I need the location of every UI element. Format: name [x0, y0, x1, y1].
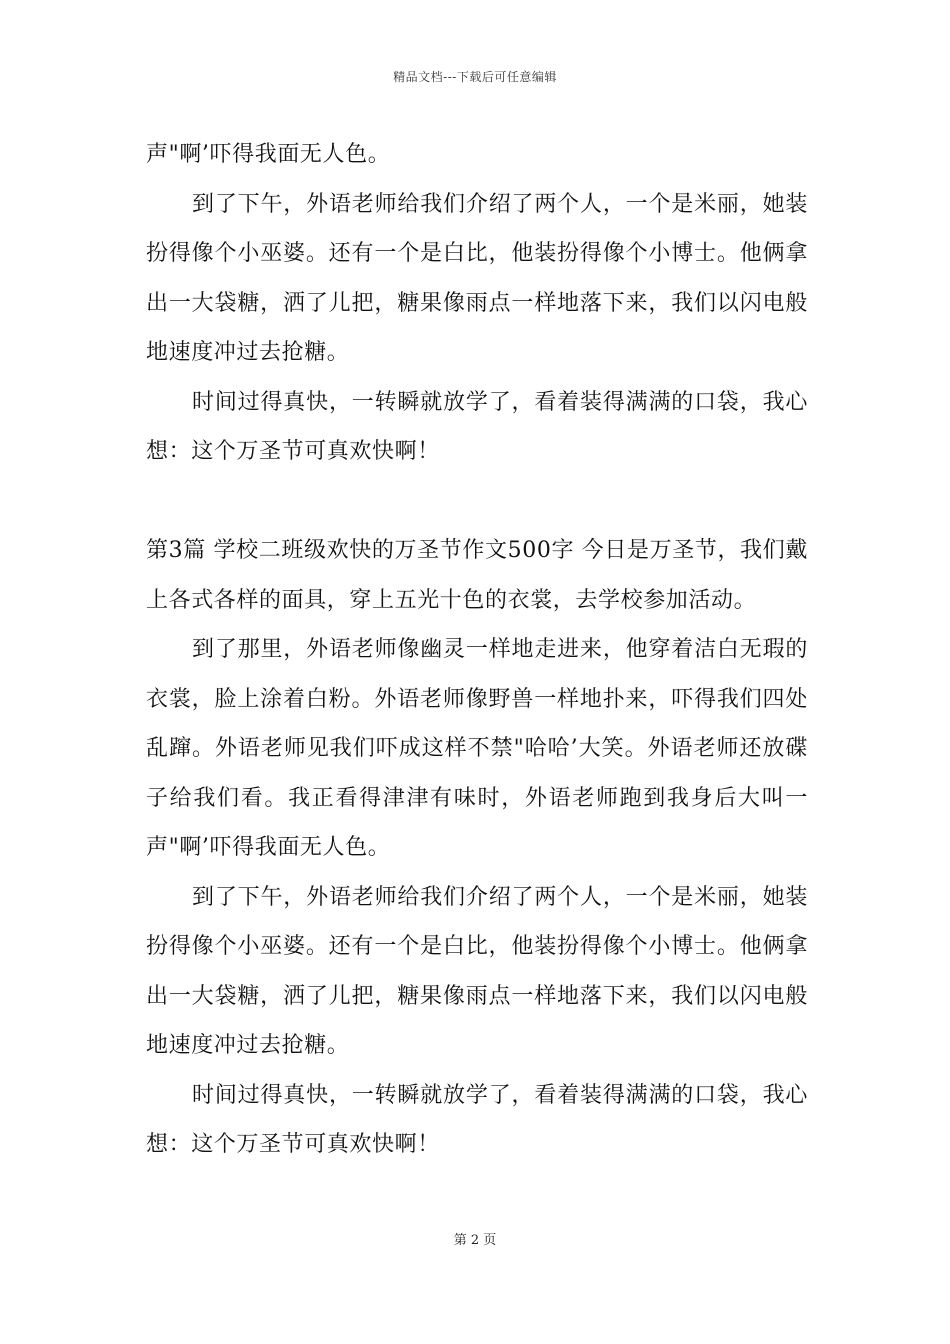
paragraph-ending: 时间过得真快，一转瞬就放学了，看着装得满满的口袋，我心想：这个万圣节可真欢快啊！ [146, 389, 808, 464]
paragraph-teacher: 到了那里，外语老师像幽灵一样地走进来，他穿着洁白无瑕的衣裳，脸上涂着白粉。外语老师像野兽一样地扑来，吓得我们四处乱蹿。外语老师见我们吓成这样不禁"哈哈’大笑。外语老师还放碟子给我们看。我正看得津津有味时，外语老师跑到我身后大叫一声"啊’吓得我面无人色。 [146, 637, 808, 860]
document-body [146, 130, 808, 1170]
paragraph-continuation: 声"啊’吓得我面无人色。 [146, 142, 391, 167]
essay-heading-paragraph: 第3篇 学校二班级欢快的万圣节作文500字 今日是万圣节，我们戴上各式各样的面具，穿上五光十色的衣裳，去学校参加活动。 [146, 538, 808, 613]
paragraph-ending-repeat: 时间过得真快，一转瞬就放学了，看着装得满满的口袋，我心想：这个万圣节可真欢快啊！ [146, 1082, 808, 1157]
paragraph-afternoon: 到了下午，外语老师给我们介绍了两个人，一个是米丽，她装扮得像个小巫婆。还有一个是白比，他装扮得像个小博士。他俩拿出一大袋糖，洒了儿把，糖果像雨点一样地落下来，我们以闪电般地速度冲过去抢糖。 [146, 191, 808, 365]
page-number: 第 2 页 [453, 1233, 497, 1248]
paragraph-afternoon-repeat: 到了下午，外语老师给我们介绍了两个人，一个是米丽，她装扮得像个小巫婆。还有一个是白比，他装扮得像个小博士。他俩拿出一大袋糖，洒了儿把，糖果像雨点一样地落下来，我们以闪电般地速度冲过去抢糖。 [146, 884, 808, 1058]
section-gap [146, 477, 808, 527]
page-header: 精品文档---下载后可任意编辑 [393, 70, 557, 84]
